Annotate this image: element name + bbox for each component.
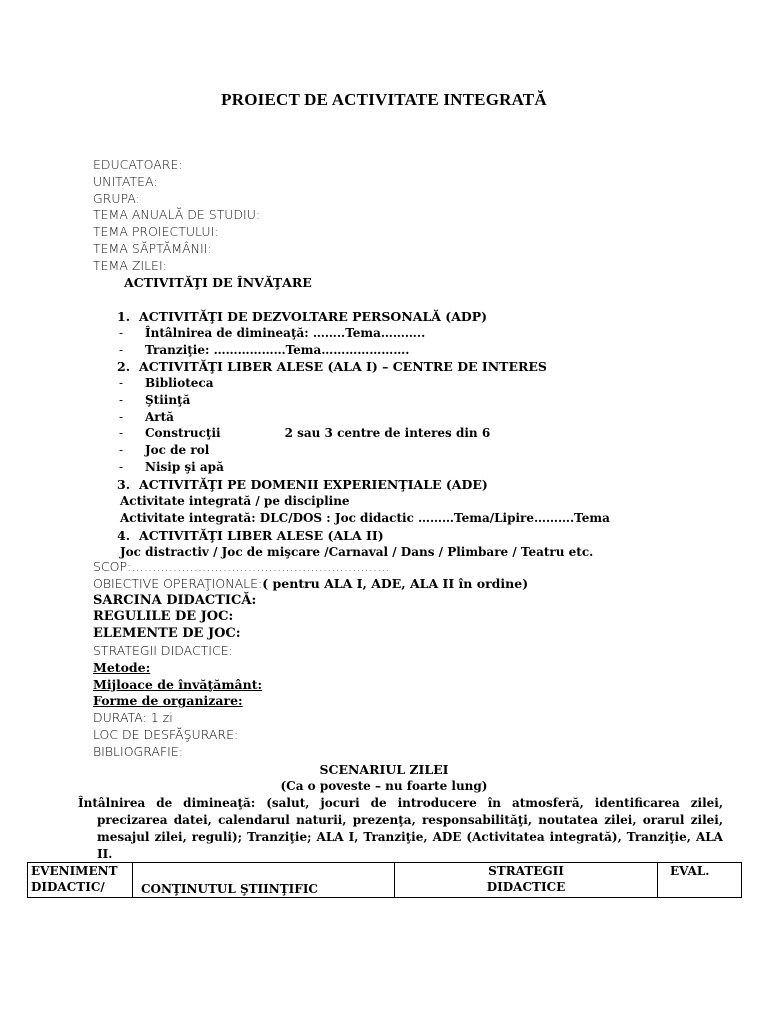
ala1-item: - Joc de rol — [119, 443, 210, 458]
table-header-eveniment: EVENIMENT DIDACTIC/ — [28, 863, 133, 898]
mijloace-field: Mijloace de învăţământ: — [93, 676, 263, 692]
loc-field: LOC DE DESFĂŞURARE: — [93, 726, 239, 742]
field-tema-zilei: TEMA ZILEI: — [93, 257, 167, 273]
adp-item: - Întâlnirea de dimineaţă: ……..Tema……….. — [119, 326, 426, 340]
ala1-note: 2 sau 3 centre de interes din 6 — [284, 426, 491, 441]
bibliografie-field: BIBLIOGRAFIE: — [93, 743, 183, 759]
ala2-line: Joc distractiv / Joc de mişcare /Carnaval / Dans / Plimbare / Teatru etc. — [120, 544, 594, 559]
table-header-strategii: STRATEGII DIDACTICE — [395, 863, 658, 898]
regulile-field: REGULILE DE JOC: — [93, 609, 234, 625]
lesson-details — [93, 559, 733, 761]
ala1-item: - Ştiinţă — [119, 393, 191, 408]
table-header-continut: CONŢINUTUL ŞTIINŢIFIC — [133, 863, 395, 898]
field-educatoare: EDUCATOARE: — [93, 157, 183, 172]
sarcina-field: SARCINA DIDACTICĂ: — [93, 592, 257, 608]
durata-field: DURATA: 1 zi — [93, 710, 173, 726]
activity-table — [27, 862, 742, 898]
elemente-field: ELEMENTE DE JOC: — [93, 626, 241, 642]
ala1-item: - Construcţii 2 sau 3 centre de interes din 6 — [119, 426, 491, 441]
strategii-field: STRATEGII DIDACTICE: — [93, 642, 233, 658]
ala1-heading: 2. ACTIVITĂŢI LIBER ALESE (ALA I) – CENTRE DE INTERES — [117, 359, 547, 375]
scop-field: SCOP:…………………………………………………….. — [93, 559, 390, 574]
field-unitatea: UNITATEA: — [93, 173, 158, 189]
scenario-title: SCENARIUL ZILEI — [319, 762, 449, 777]
scenario-paragraph: Întâlnirea de dimineaţă: (salut, jocuri de introducere în atmosferă, identificarea zilei, precizarea datei, calendarul naturii, prezenţa, responsabilităţi, noutatea zilei, orarul zilei, mesajul zilei, reguli); Tranziţie; ALA I, Tranziţie, ADE (Activitatea integrată), Tranziţie, ALA II. — [78, 796, 723, 861]
field-grupa: GRUPA: — [93, 190, 140, 206]
ala1-item: - Nisip şi apă — [119, 459, 224, 474]
ala1-item: - Biblioteca — [119, 376, 214, 391]
forme-field: Forme de organizare: — [93, 693, 243, 709]
metode-field: Metode: — [93, 659, 151, 675]
field-tema-saptamanii: TEMA SĂPTĂMÂNII: — [93, 240, 212, 256]
ade-line: Activitate integrată: DLC/DOS : Joc didactic ………Tema/Lipire……….Tema — [120, 510, 610, 525]
activities-section — [117, 308, 737, 561]
adp-heading: 1. ACTIVITĂŢI DE DEZVOLTARE PERSONALĂ (ADP) — [117, 309, 488, 324]
activities-heading: ACTIVITĂŢI DE ÎNVĂŢARE — [124, 274, 312, 290]
ade-heading: 3. ACTIVITĂŢI PE DOMENII EXPERIENŢIALE (ADE) — [117, 476, 488, 492]
ala1-item: - Artă — [119, 409, 174, 424]
ade-line: Activitate integrată / pe discipline — [120, 493, 350, 508]
field-tema-proiectului: TEMA PROIECTULUI: — [93, 224, 219, 240]
document-title: PROIECT DE ACTIVITATE INTEGRATĂ — [221, 90, 547, 109]
ala2-heading: 4. ACTIVITĂŢI LIBER ALESE (ALA II) — [117, 527, 384, 543]
scenario-subtitle: (Ca o poveste – nu foarte lung) — [280, 779, 488, 793]
table-header-eval: EVAL. — [658, 863, 742, 898]
table-header-row — [28, 863, 742, 898]
adp-item: - Tranziţie: ………………Tema…………………. — [119, 342, 410, 357]
header-fields — [93, 157, 312, 290]
field-tema-anuala: TEMA ANUALĂ DE STUDIU: — [93, 207, 261, 223]
obiective-field: OBIECTIVE OPERAŢIONALE:( pentru ALA I, ADE, ALA II în ordine) — [93, 575, 529, 591]
